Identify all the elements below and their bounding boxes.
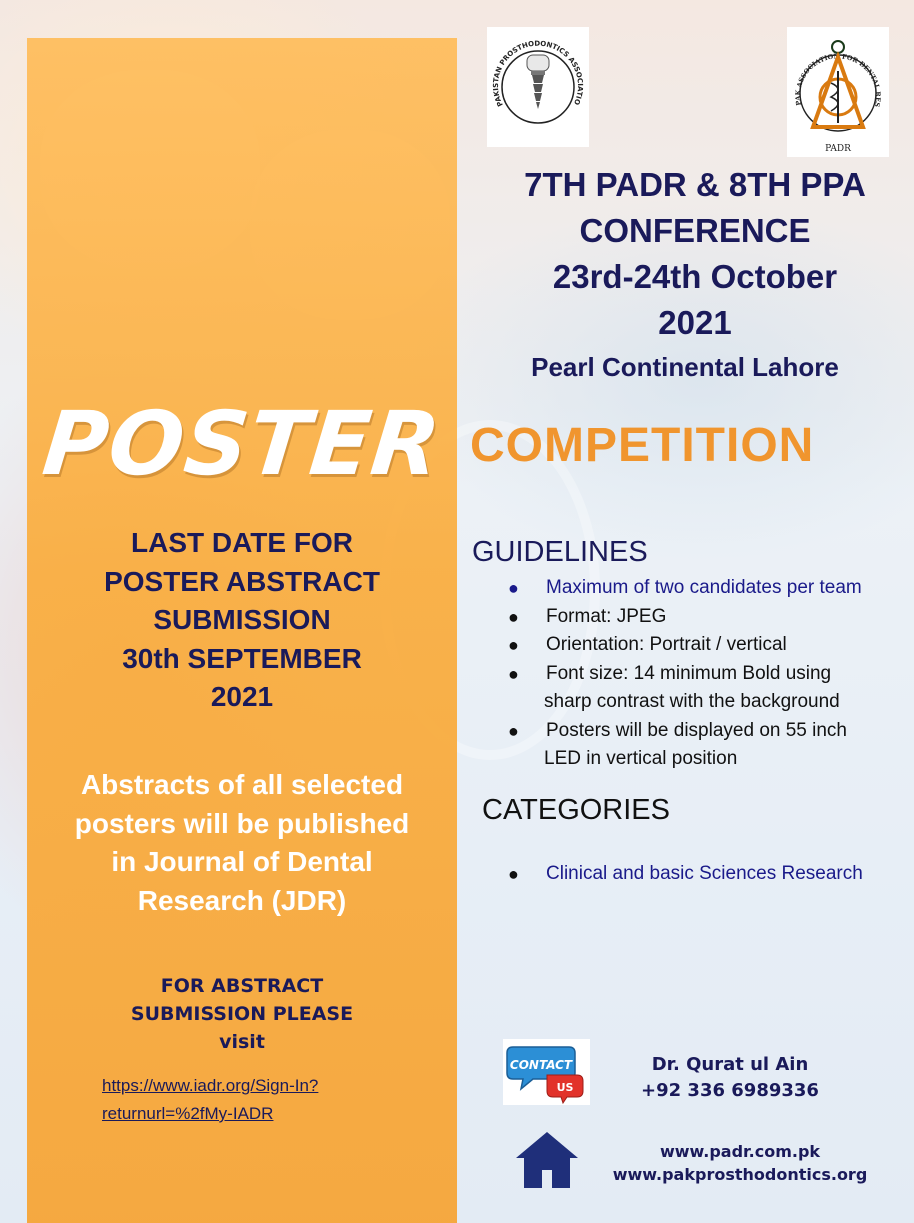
website-link[interactable]: www.padr.com.pk: [659, 1142, 821, 1161]
guideline-item: [508, 660, 906, 717]
conference-line: 7TH PADR & 8TH PPA: [524, 166, 866, 203]
guideline-text: Orientation: Portrait / vertical: [546, 634, 787, 655]
contact-phone: +92 336 6989336: [641, 1080, 819, 1101]
guideline-continuation: sharp contrast with the background: [544, 691, 840, 712]
conference-venue: Pearl Continental Lahore: [531, 352, 839, 382]
guideline-continuation: LED in vertical position: [544, 748, 738, 769]
deadline-line: POSTER ABSTRACT: [104, 565, 380, 597]
conference-line: 23rd-24th October: [552, 258, 838, 295]
bullet-icon: ●: [508, 720, 519, 741]
conference-line: 2021: [658, 304, 732, 341]
home-icon: [512, 1128, 582, 1190]
home-icon-graphic: [512, 1128, 582, 1190]
contact-us-graphic: [503, 1039, 590, 1105]
submission-line: visit: [219, 1031, 265, 1053]
websites: [580, 1140, 900, 1186]
guideline-text: Posters will be displayed on 55 inch: [546, 719, 848, 741]
category-text: Clinical and basic Sciences Research: [546, 863, 863, 884]
abstracts-line: Abstracts of all selected: [80, 769, 404, 800]
bullet-icon: ●: [508, 606, 519, 627]
abstract-submission-link[interactable]: [102, 1072, 318, 1128]
guidelines-list: [508, 574, 906, 774]
guideline-item: [508, 631, 906, 660]
guideline-text: Format: JPEG: [546, 605, 667, 627]
conference-title: [480, 162, 910, 346]
guideline-text: Maximum of two candidates per team: [546, 577, 862, 598]
bullet-icon: ●: [508, 663, 519, 684]
guideline-item: [508, 717, 906, 774]
submission-line: FOR ABSTRACT: [160, 975, 324, 997]
bullet-icon: ●: [508, 635, 519, 655]
contact-icon-word: CONTACT: [509, 1058, 573, 1072]
ppa-logo-text: PAKISTAN PROSTHODONTICS ASSOCIATIO: [491, 39, 585, 108]
categories-heading: CATEGORIES: [482, 794, 670, 826]
contact-name: Dr. Qurat ul Ain: [651, 1054, 809, 1075]
padr-logo: [787, 27, 889, 157]
ppa-logo: [487, 27, 589, 147]
deadline-line: SUBMISSION: [153, 604, 331, 635]
poster-heading: POSTER: [38, 392, 446, 495]
ppa-logo-graphic: [487, 27, 589, 147]
padr-logo-graphic: [787, 27, 889, 157]
guideline-item: [508, 574, 906, 603]
submission-line: SUBMISSION PLEASE: [130, 1003, 354, 1025]
category-item: [508, 860, 906, 889]
contact-icon-word: US: [556, 1081, 574, 1094]
website-link[interactable]: www.pakprosthodontics.org: [612, 1165, 868, 1184]
guidelines-heading: GUIDELINES: [472, 536, 648, 568]
submission-deadline: [27, 524, 457, 717]
guideline-text: Font size: 14 minimum Bold using: [546, 662, 832, 684]
submission-instructions: [27, 972, 457, 1056]
contact-us-icon: [503, 1039, 590, 1105]
abstracts-note: [27, 766, 457, 920]
abstracts-line: Research (JDR): [137, 884, 347, 916]
deadline-line: 30th SEPTEMBER: [122, 642, 362, 674]
abstracts-line: in Journal of Dental: [111, 846, 373, 877]
categories-list: [508, 860, 906, 889]
bullet-icon: ●: [508, 864, 519, 884]
link-line: https://www.iadr.org/Sign-In?: [102, 1076, 319, 1095]
padr-logo-text: PAK ASSOCIATION FOR DENTAL RES: [793, 52, 883, 108]
deadline-line: 2021: [210, 681, 274, 712]
link-line: returnurl=%2fMy-IADR: [102, 1104, 274, 1123]
padr-logo-abbrev: PADR: [825, 144, 851, 154]
competition-heading: COMPETITION: [470, 419, 815, 472]
abstracts-line: posters will be published: [74, 807, 410, 839]
contact-details: [620, 1052, 840, 1104]
bullet-icon: ●: [508, 578, 519, 598]
guideline-item: [508, 603, 906, 632]
conference-line: CONFERENCE: [579, 212, 811, 249]
deadline-line: LAST DATE FOR: [131, 527, 353, 558]
